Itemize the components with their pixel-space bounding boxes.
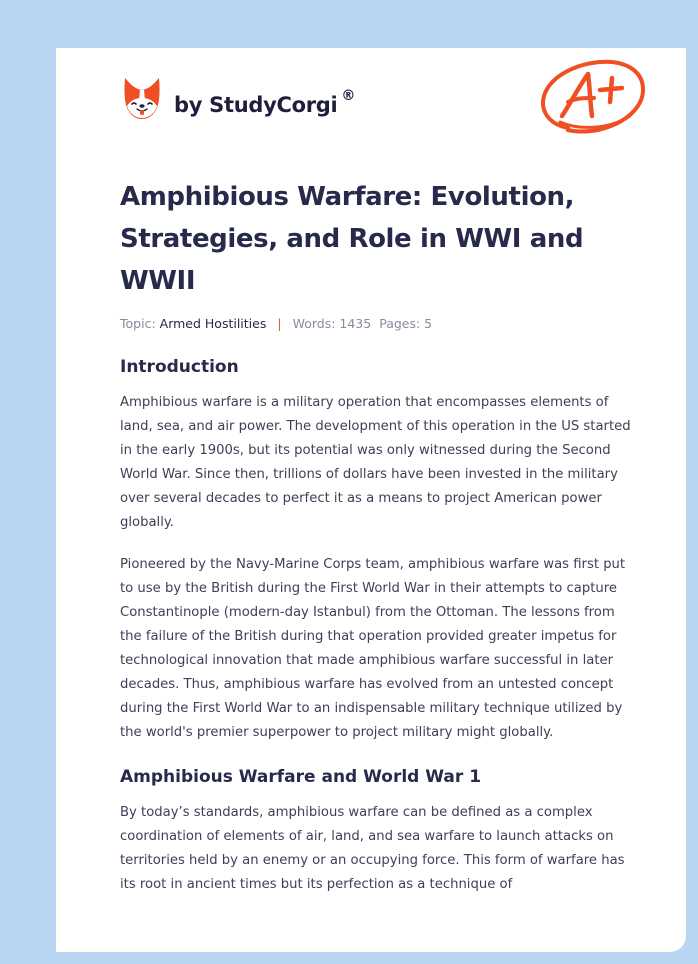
word-count: Words: 1435 [292,316,372,331]
logo-text [174,88,356,117]
page-header [56,48,686,158]
document-title: Amphibious Warfare: Evolution, Strategies, and Role in WWI and WWII [120,182,584,296]
topic-link[interactable]: Armed Hostilities [159,316,267,331]
a-plus-grade-icon [538,58,648,140]
meta-separator: | [277,316,282,331]
page-count: Pages: 5 [379,316,433,331]
paragraph: By today’s standards, amphibious warfare can be defined as a complex coordination of elements of air, land, and sea warfare to launch attacks on territories held by an enemy or an occupying force. This form of warfare has its root in ancient times but its perfection as a technique of [120,805,625,892]
document-meta [120,316,632,331]
registered-mark: ® [341,88,356,104]
logo-wordmark: by StudyCorgi [174,93,338,117]
document-card [56,48,686,952]
studycorgi-logo[interactable] [122,76,355,120]
paragraph: Pioneered by the Navy-Marine Corps team, amphibious warfare was first put to use by the British during the First World War in their attempts to capture Constantinople (modern-day Istanbul) from the Ottoman. The lessons from the failure of the British during that operation provided greater impetus for technological innovation that made amphibious warfare successful in later decades. Thus, amphibious warfare has evolved from an untested concept during the First World War to an indispensable military technique utilized by the world's premier superpower to project military might globally. [120,557,626,740]
paragraph: Amphibious warfare is a military operation that encompasses elements of land, sea, and air power. The development of this operation in the US started in the early 1900s, but its potential was only witnessed during the Second World War. Since then, trillions of dollars have been invested in the military over several decades to perfect it as a means to project American power globally. [120,395,631,530]
corgi-icon [122,76,162,120]
section-heading-introduction: Introduction [120,357,239,377]
section-heading-world-war-1: Amphibious Warfare and World War 1 [120,767,482,787]
topic-label: Topic: [120,316,156,331]
document-content [120,176,632,897]
